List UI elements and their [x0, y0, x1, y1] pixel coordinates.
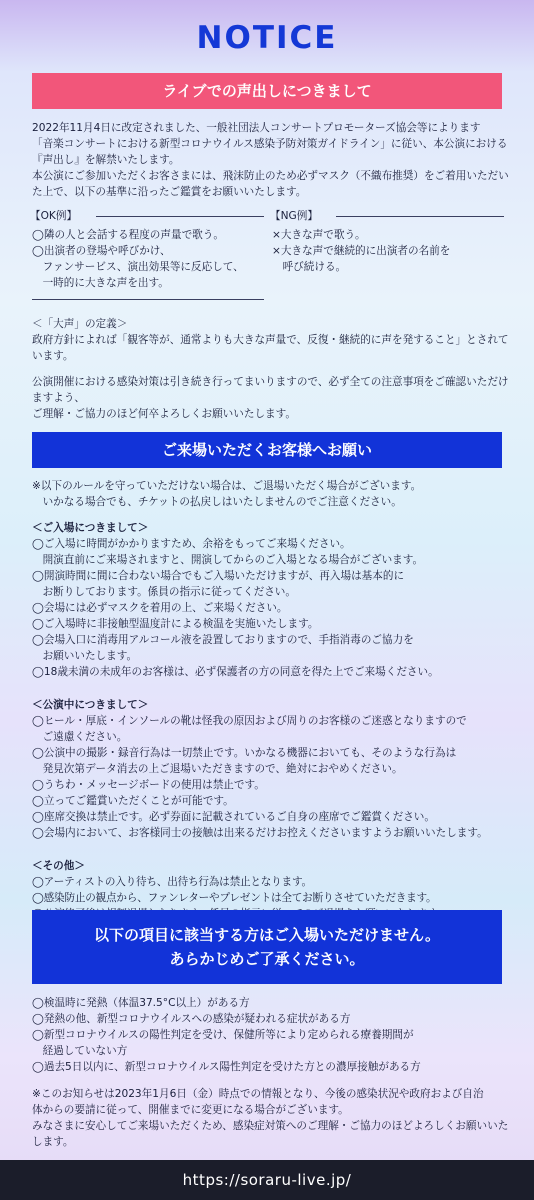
- ok-rule-bottom: [32, 299, 264, 300]
- refusal-items: ◯検温時に発熱（体温37.5°C以上）がある方 ◯発熱の他、新型コロナウイルスへの感染が疑われる症状がある方 ◯新型コロナウイルスの陽性判定を受け、保健所等により定められる療養期間が 経過していない方 ◯過去5日以内に、新型コロナウイルス陽性判定を受けた方との濃厚接触がある方: [32, 997, 421, 1073]
- ng-rule-top: [336, 216, 504, 217]
- refusal-heading-line2: あらかじめご了承ください。: [169, 950, 365, 968]
- ng-items: ×大きな声で歌う。 ×大きな声で継続的に出演者の名前を 呼び続ける。: [272, 229, 451, 273]
- page-title: NOTICE: [196, 20, 338, 56]
- ok-label: 【OK例】: [30, 210, 78, 222]
- ok-items: ◯隣の人と会話する程度の声量で歌う。 ◯出演者の登場や呼びかけ、 ファンサービス、演出効果等に反応して、 一時的に大きな声を出す。: [32, 229, 244, 289]
- site-url-link[interactable]: https://soraru-live.jp/: [0, 1160, 534, 1200]
- entry-label: ＜ご入場につきまして＞: [32, 522, 149, 534]
- footnote: ※このお知らせは2023年1月6日（金）時点での情報となり、今後の感染状況や政府および自治 体からの要請に従って、開催までに変更になる場合がございます。 みなさまに安心してご来場いただくため、感染症対策へのご理解・ご協力のほどよろしくお願いいた します。: [32, 1088, 509, 1148]
- definition-text: 政府方針によれば「観客等が、通常よりも大きな声量で、反復・継続的に声を発すること」とされて います。: [32, 334, 509, 362]
- other-items: ◯アーティストの入り待ち、出待ち行為は禁止となります。 ◯感染防止の観点から、ファンレターやプレゼントは全てお断りさせていただきます。: [32, 876, 437, 904]
- show-items: ◯ヒール・厚底・インソールの靴は怪我の原因および周りのお客様のご迷惑となりますので ご遠慮ください。 ◯公演中の撮影・録音行為は一切禁止です。いかなる機器においても、そのような行為は 発見次第データ消去の上ご退場いただきますので、絶対におやめください。 ◯うちわ・メッセージボードの使用は禁止です。 ◯立ってご鑑賞いただくことが可能です。 ◯座席交換は禁止です。必ず券面に記載されているご自身の座席でご鑑賞ください。 ◯会場内において、お客様同士の接触は出来るだけお控えくださいますようお願いいたします。: [32, 715, 488, 839]
- ok-rule-top: [96, 216, 264, 217]
- entry-refusal-banner: [32, 910, 502, 984]
- closing-text: 公演開催における感染対策は引き続き行ってまいりますので、必ず全ての注意事項をご確認いただけ ますよう、 ご理解・ご協力のほど何卒よろしくお願いいたします。: [32, 376, 509, 420]
- show-label: ＜公演中につきまして＞: [32, 699, 149, 711]
- voice-intro-1: 2022年11月4日に改定されました、一般社団法人コンサートプロモーターズ協会等によります 「音楽コンサートにおける新型コロナウイルス感染予防対策ガイドライン」に従い、本公演における 『声出し』を解禁いたします。 本公演にご参加いただくお客さまには、飛沫防止のため必ずマスク（不織布推奨）をご着用いただい た上で、以下の基準に沿ったご鑑賞をお願いいたします。: [32, 122, 509, 198]
- other-label: ＜その他＞: [32, 860, 85, 872]
- definition-label: ＜「大声」の定義＞: [32, 318, 128, 330]
- ng-label: 【NG例】: [270, 210, 318, 222]
- rules-note: ※以下のルールを守っていただけない場合は、ご退場いただく場合がございます。 いかなる場合でも、チケットの払戻しはいたしませんのでご注意ください。: [32, 480, 422, 508]
- entry-items: ◯ご入場に時間がかかりますため、余裕をもってご来場ください。 開演直前にご来場されますと、開演してからのご入場となる場合がございます。 ◯開演時間に間に合わない場合でもご入場いただけますが、再入場は基本的に お断りしております。係員の指示に従ってください。 ◯会場には必ずマスクを着用の上、ご来場ください。 ◯ご入場時に非接触型温度計による検温を実施いたします。 ◯会場入口に消毒用アルコール液を設置しておりますので、手指消毒のご協力を お願いいたします。 ◯18歳未満の未成年のお客様は、必ず保護者の方の同意を得た上でご来場ください。: [32, 538, 439, 678]
- refusal-heading-line1: 以下の項目に該当する方はご入場いただけません。: [94, 926, 440, 944]
- voice-section-banner: ライブでの声出しにつきまして: [32, 73, 502, 109]
- visitor-section-banner: ご来場いただくお客様へお願い: [32, 432, 502, 468]
